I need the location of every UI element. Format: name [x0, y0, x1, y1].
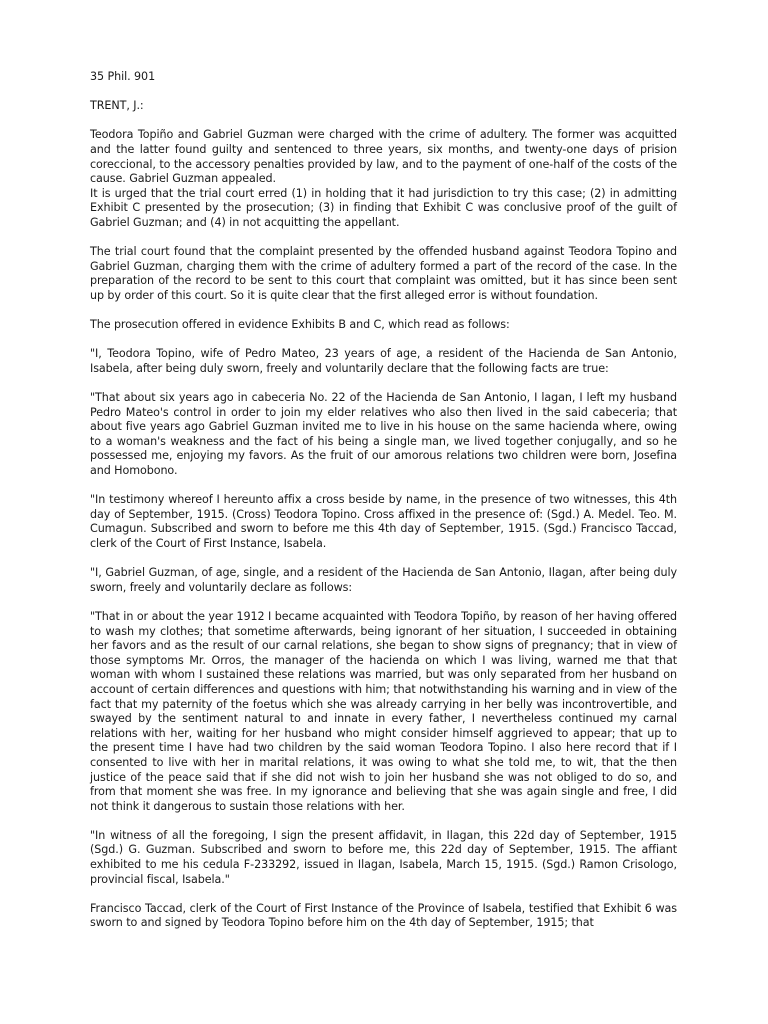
- case-citation: 35 Phil. 901: [90, 70, 156, 83]
- paragraph-complaint-record: The trial court found that the complaint presented by the offended husband against Teodora Topino and Gabriel Guzman, charging them with the crime of adultery formed a part of the record of the case. In the preparation of the record to be sent to this court that complaint was omitted, but it has since been sent up by order of this court. So it is quite clear that the first alleged error is without foundation.: [90, 245, 677, 302]
- paragraph-taccad-testimony: Francisco Taccad, clerk of the Court of First Instance of the Province of Isabela, testified that Exhibit 6 was sworn to and signed by Teodora Topino before him on the 4th day of September, 1915; that: [90, 901, 677, 930]
- paragraph-topino-attestation: "In testimony whereof I hereunto affix a cross beside by name, in the presence of two witnesses, this 4th day of September, 1915. (Cross) Teodora Topino. Cross affixed in the presence of: (Sgd.) A. Medel. Teo. M. Cumagun. Subscribed and sworn to before me this 4th day of September, 1915. (Sgd.) Francisco Taccad, clerk of the Court of First Instance, Isabela.: [90, 493, 677, 550]
- paragraph-topino-facts: "That about six years ago in cabeceria No. 22 of the Hacienda de San Antonio, I lagan, I left my husband Pedro Mateo's control in order to join my elder relatives who also then lived in the said cabeceria; that about five years ago Gabriel Guzman invited me to live in his house on the same hacienda where, owing to a woman's weakness and the fact of his being a single man, we lived together conjugally, and so he possessed me, enjoying my favors. As the fruit of our amorous relations two children were born, Josefina and Homobono.: [90, 391, 677, 478]
- judge-name: TRENT, J.:: [90, 99, 144, 113]
- paragraph-exhibits-intro: The prosecution offered in evidence Exhibits B and C, which read as follows:: [90, 318, 510, 332]
- paragraph-charges: Teodora Topiño and Gabriel Guzman were charged with the crime of adultery. The former was acquitted and the latter found guilty and sentenced to three years, six months, and twenty-one days of prision coreccional, to the accessory penalties provided by law, and to the payment of one-half of the costs of the cause. Gabriel Guzman appealed.: [90, 128, 677, 186]
- paragraph-guzman-attestation: "In witness of all the foregoing, I sign the present affidavit, in Ilagan, this 22d day of September, 1915 (Sgd.) G. Guzman. Subscribed and sworn to before me, this 22d day of September, 1915. The affiant exhibited to me his cedula F-233292, issued in Ilagan, Isabela, March 15, 1915. (Sgd.) Ramon Crisologo, provincial fiscal, Isabela.": [90, 828, 677, 886]
- paragraph-guzman-facts: "That in or about the year 1912 I became acquainted with Teodora Topiño, by reason of her having offered to wash my clothes; that sometime afterwards, being ignorant of her situation, I succeeded in obtaining her favors and as the result of our carnal relations, she began to show signs of pregnancy; that in view of those symptoms Mr. Orros, the manager of the hacienda on which I was living, warned me that that woman with whom I sustained these relations was married, but was only separated from her husband on account of certain differences and questions with him; that notwithstanding his warning and in view of the fact that my paternity of the foetus which she was already carrying in her belly was incontrovertible, and swayed by the sentiment natural to and innate in every father, I nevertheless continued my carnal relations with her, waiting for her husband who might consider himself aggrieved to appear; that up to the present time I have had two children by the said woman Teodora Topino. I also here record that if I consented to live with her in marital relations, it was owing to what she told me, to wit, that the then justice of the peace said that if she did not wish to join her husband she was not obliged to do so, and from that moment she was free. In my ignorance and believing that she was again single and free, I did not think it dangerous to sustain those relations with her.: [90, 609, 677, 813]
- paragraph-guzman-declaration: "I, Gabriel Guzman, of age, single, and a resident of the Hacienda de San Antonio, Ilagan, after being duly sworn, freely and voluntarily declare as follows:: [90, 566, 677, 594]
- paragraph-topino-declaration: "I, Teodora Topino, wife of Pedro Mateo, 23 years of age, a resident of the Hacienda de San Antonio, Isabela, after being duly sworn, freely and voluntarily declare that the following facts are true:: [90, 347, 677, 375]
- paragraph-assigned-errors: It is urged that the trial court erred (1) in holding that it had jurisdiction to try this case; (2) in admitting Exhibit C presented by the prosecution; (3) in finding that Exhibit C was conclusive proof of the guilt of Gabriel Guzman; and (4) in not acquitting the appellant.: [90, 186, 677, 229]
- document-page: [90, 70, 677, 931]
